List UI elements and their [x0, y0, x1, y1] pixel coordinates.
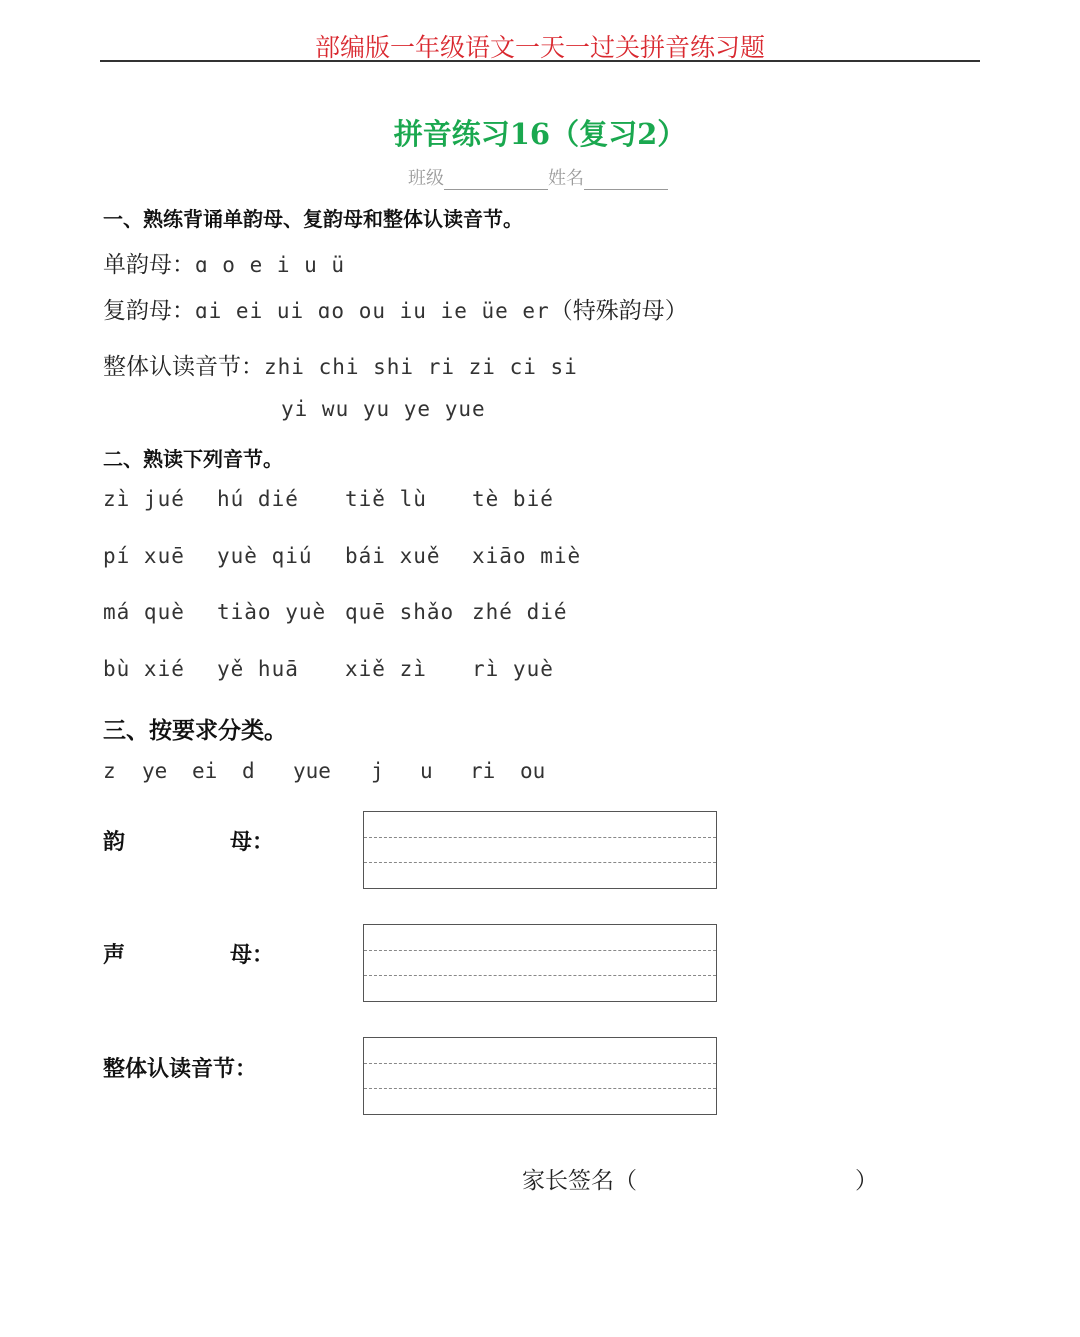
parent-signature-label: 家长签名（ [522, 1168, 637, 1194]
name-blank[interactable] [584, 169, 668, 190]
syllable-item: yě huā [217, 657, 299, 681]
category-initials-label-b: 母： [230, 942, 275, 968]
class-blank[interactable] [444, 169, 548, 190]
class-label: 班级 [408, 168, 444, 189]
name-line [408, 164, 668, 190]
whole-syllables-values-1: zhi chi shi ri zi ci si [264, 355, 578, 379]
sort-word: d [242, 759, 255, 783]
whole-syllables-label: 整体认读音节： [103, 354, 264, 380]
compound-finals-line [103, 292, 688, 325]
sort-word: z [103, 759, 116, 783]
sort-word: ri [470, 759, 496, 783]
initials-answer-box[interactable] [363, 924, 717, 1002]
category-finals-label-a: 韵 [103, 829, 126, 855]
sort-word: yue [293, 759, 331, 783]
syllable-item: tè bié [472, 487, 554, 511]
single-finals-line [103, 246, 345, 279]
parent-signature-close: ） [855, 1168, 878, 1194]
category-finals-label-b: 母： [230, 829, 275, 855]
syllable-item: xiāo miè [472, 544, 582, 568]
syllable-item: má què [103, 600, 185, 624]
category-whole-syllables-label: 整体认读音节： [103, 1056, 258, 1082]
section3-heading: 三、按要求分类。 [103, 717, 287, 744]
syllable-item: zhé dié [472, 600, 568, 624]
parent-signature [522, 1162, 878, 1195]
whole-syllables-values-2: yi wu yu ye yue [281, 397, 486, 421]
syllable-item: xiě zì [345, 657, 427, 681]
syllable-item: bái xuě [345, 544, 441, 568]
category-initials-label-a: 声 [103, 942, 126, 968]
syllable-item: bù xié [103, 657, 185, 681]
sort-word: ye [142, 759, 168, 783]
syllable-item: rì yuè [472, 657, 554, 681]
name-label: 姓名 [548, 168, 584, 189]
section1-heading: 一、熟练背诵单韵母、复韵母和整体认读音节。 [103, 207, 523, 231]
syllable-item: quē shǎo [345, 600, 455, 624]
sort-word: ei [192, 759, 218, 783]
header-title: 部编版一年级语文一天一过关拼音练习题 [314, 33, 765, 62]
compound-finals-label: 复韵母： [103, 298, 195, 324]
syllable-item: zì jué [103, 487, 185, 511]
compound-finals-values: ɑi ei ui ɑo ou iu ie üe er [195, 299, 550, 323]
single-finals-label: 单韵母： [103, 252, 195, 278]
sort-word: ou [520, 759, 546, 783]
section2-heading: 二、熟读下列音节。 [103, 447, 283, 471]
syllable-item: hú dié [217, 487, 299, 511]
sort-word: u [420, 759, 433, 783]
single-finals-values: ɑ o e i u ü [195, 253, 346, 277]
finals-answer-box[interactable] [363, 811, 717, 889]
syllable-item: yuè qiú [217, 544, 313, 568]
compound-finals-note: （特殊韵母） [549, 298, 688, 324]
page-title: 拼音练习16（复习2） [393, 117, 687, 151]
syllable-item: tiě lù [345, 487, 427, 511]
syllable-item: tiào yuè [217, 600, 327, 624]
header-divider [100, 60, 980, 62]
whole-syllables-answer-box[interactable] [363, 1037, 717, 1115]
whole-syllables-line [103, 348, 578, 381]
syllable-item: pí xuē [103, 544, 185, 568]
sort-word: j [371, 759, 384, 783]
